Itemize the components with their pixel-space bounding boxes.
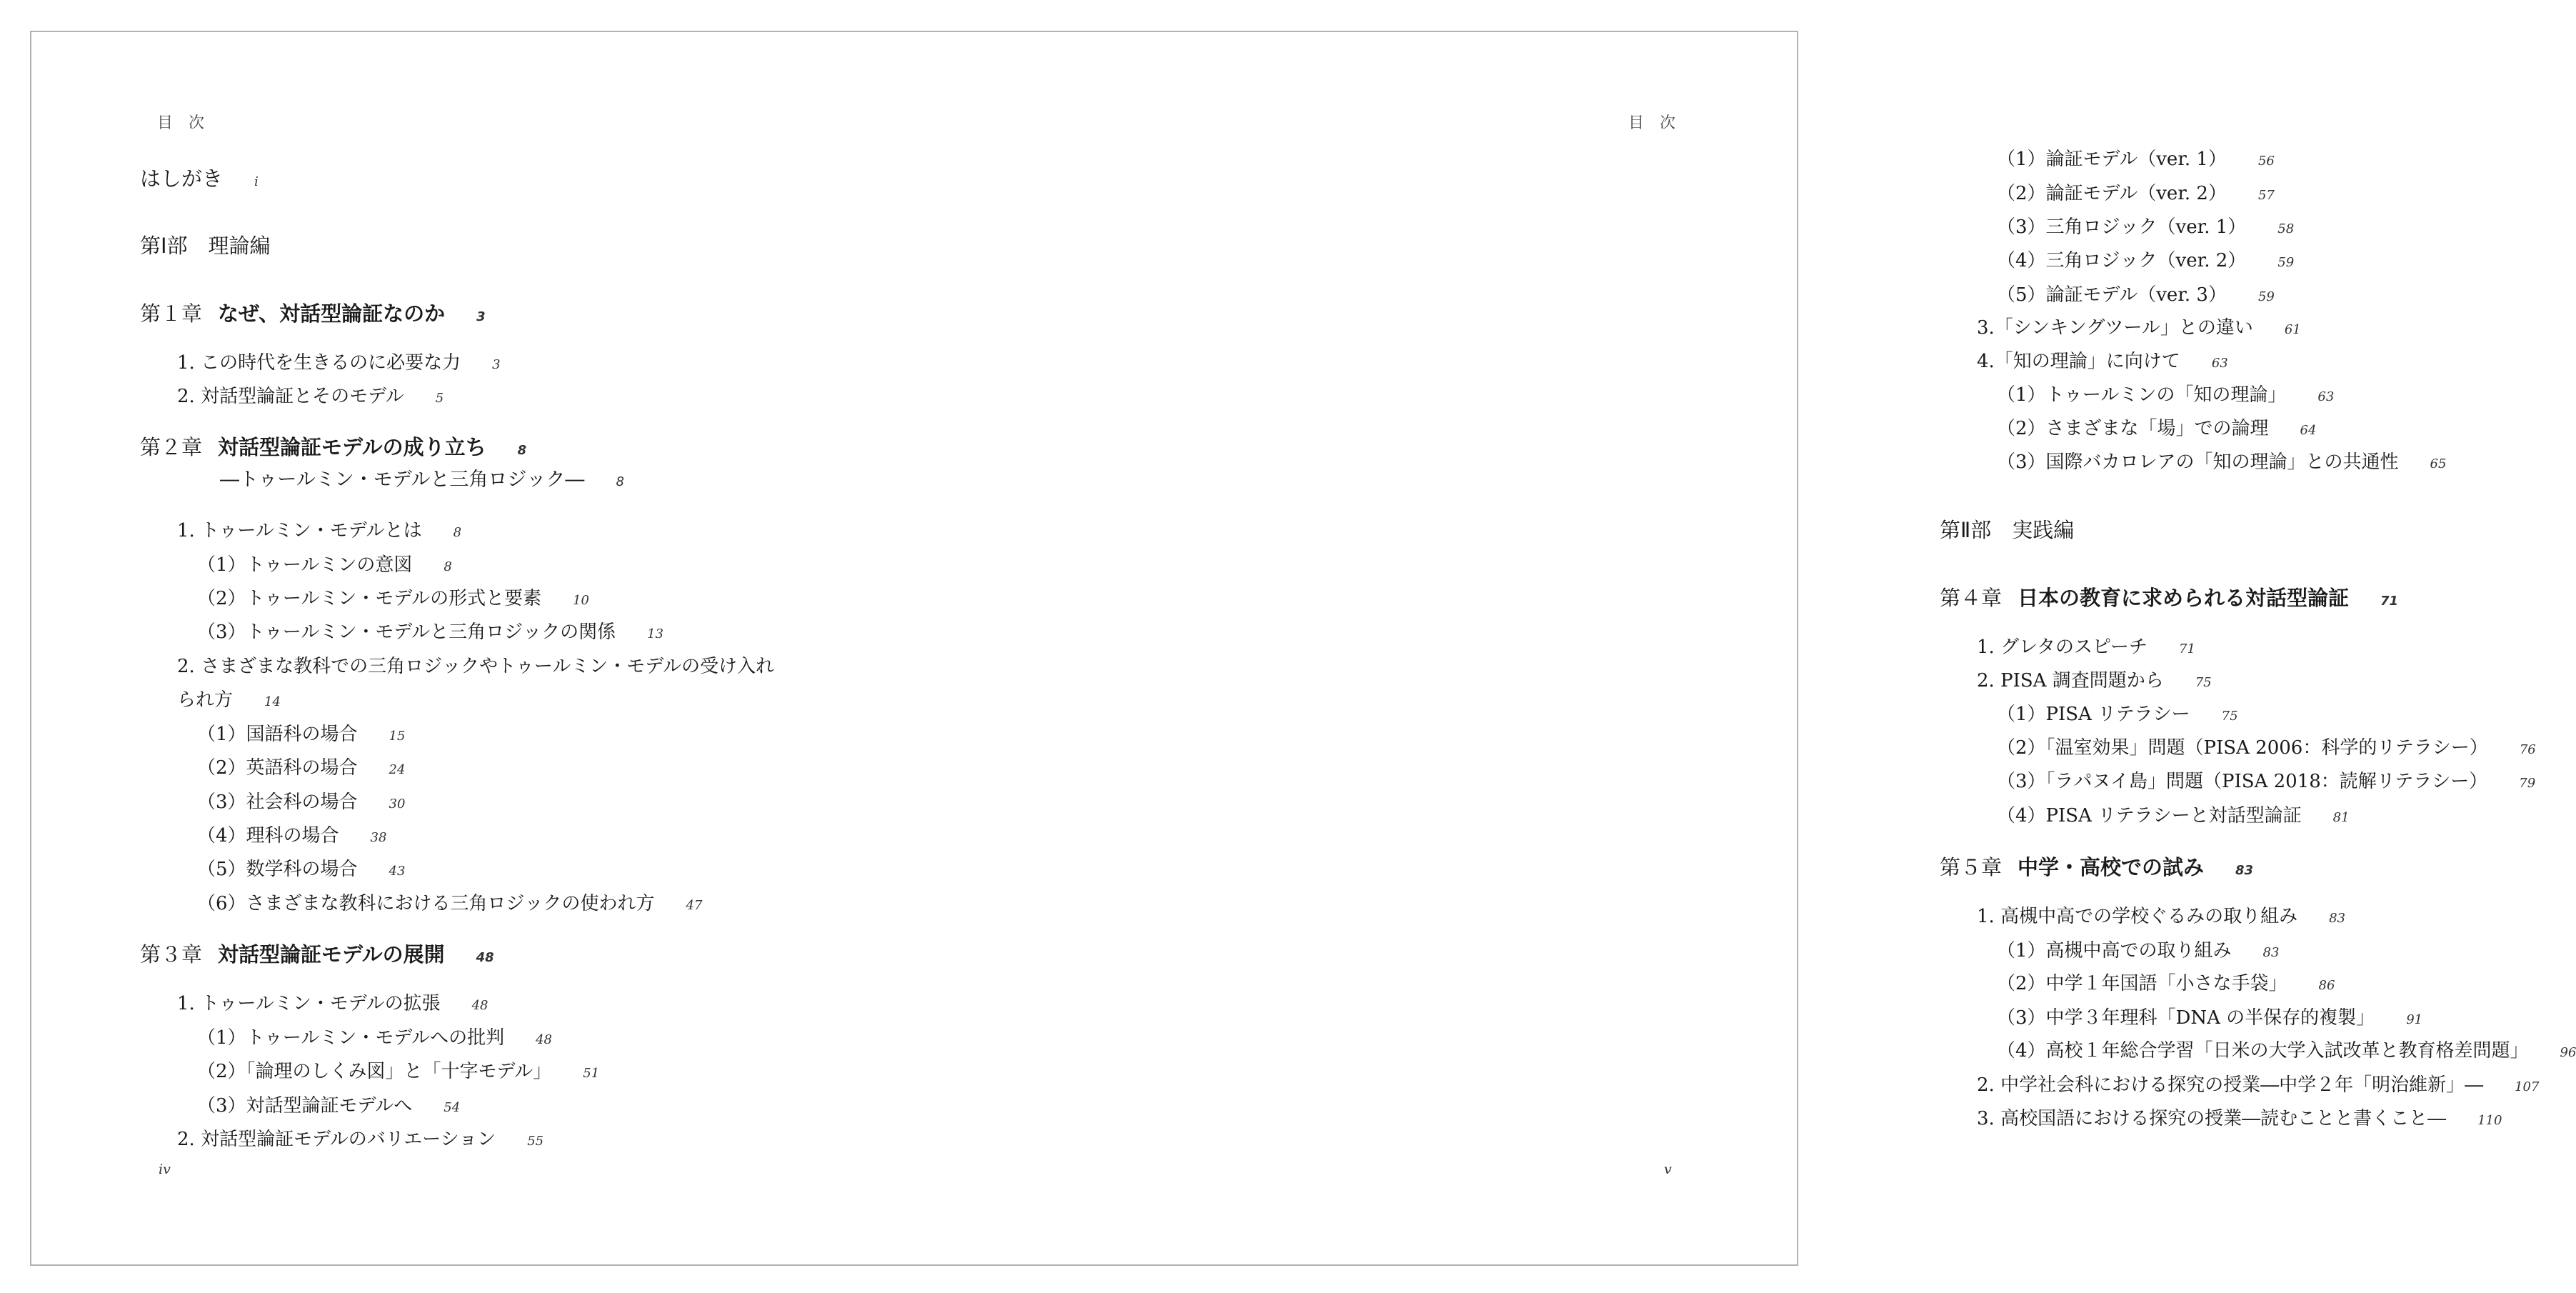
- entry-title: （1）トゥールミン・モデルへの批判: [197, 1027, 505, 1049]
- page-number: 48: [476, 950, 494, 965]
- page-number: 55: [527, 1134, 544, 1149]
- toc-entry: [197, 860, 405, 879]
- folio-right: v: [1664, 1162, 1672, 1177]
- entry-title: （4）理科の場合: [197, 825, 339, 847]
- entry-title: （5）数学科の場合: [197, 859, 358, 880]
- toc-entry: [1977, 319, 2301, 337]
- page-number: 43: [389, 864, 406, 879]
- page-number: 3: [492, 357, 501, 372]
- page-number: 57: [2257, 188, 2275, 203]
- page-number: 63: [2211, 356, 2228, 371]
- chapter-title: 対話型論証モデルの展開: [218, 942, 445, 967]
- chapter-number: 第１章: [140, 301, 203, 326]
- toc-entry: [197, 1062, 599, 1081]
- chapter-title: 対話型論証モデルの成り立ち: [218, 435, 486, 459]
- page-number: 107: [2515, 1079, 2540, 1094]
- entry-title: 1. この時代を生きるのに必要な力: [177, 352, 461, 374]
- page-number: 38: [370, 830, 387, 845]
- entry-title: （3）中学３年理科「DNA の半保存的複製」: [1997, 1007, 2375, 1029]
- page-number: 10: [573, 593, 589, 608]
- entry-title: （2）「温室効果」問題（PISA 2006：科学的リテラシー）: [1997, 737, 2488, 759]
- page-number: 48: [471, 998, 488, 1013]
- toc-entry: [197, 623, 663, 641]
- left-page: [0, 0, 914, 1293]
- page-number: 8: [616, 474, 624, 489]
- toc-entry: [177, 1130, 543, 1149]
- entry-title: 1. 高槻中高での学校ぐるみの取り組み: [1977, 906, 2298, 927]
- entry-title: （1）論証モデル（ver. 1）: [1997, 149, 2227, 170]
- entry-title: （3）社会科の場合: [197, 792, 358, 813]
- toc-entry: [1940, 520, 2074, 541]
- toc-entry: [1940, 857, 2253, 878]
- entry-title: （4）三角ロジック（ver. 2）: [1997, 250, 2247, 271]
- page-number: 79: [2519, 776, 2536, 791]
- toc-entry: [1997, 974, 2335, 993]
- chapter-title: なぜ、対話型論証なのか: [218, 301, 446, 326]
- entry-title: （2）トゥールミン・モデルの形式と要素: [197, 588, 542, 609]
- chapter-number: 第２章: [140, 435, 203, 459]
- entry-title: 3.「シンキングツール」との違い: [1977, 317, 2253, 339]
- chapter-number: 第５章: [1940, 855, 2003, 879]
- page-number: 48: [536, 1032, 552, 1047]
- toc-entry: [197, 1029, 552, 1047]
- toc-entry: [140, 166, 259, 191]
- toc-entry: [140, 236, 271, 256]
- toc-entry: [177, 994, 488, 1013]
- part-title: 第Ⅱ部 実践編: [1940, 518, 2075, 542]
- page-number: 13: [647, 626, 663, 641]
- page-number: 86: [2318, 978, 2335, 993]
- page-number: 83: [2329, 911, 2345, 926]
- page-number: 83: [2235, 863, 2254, 878]
- entry-title: （3）対話型論証モデルへ: [197, 1095, 413, 1117]
- toc-entry: [1977, 1109, 2502, 1128]
- entry-title: 2. 中学社会科における探究の授業―中学２年「明治維新」―: [1977, 1074, 2484, 1096]
- entry-title: はしがき: [140, 166, 224, 191]
- entry-title: 2. さまざまな教科での三角ロジックやトゥールミン・モデルの受け入れ: [177, 656, 775, 677]
- entry-title: （1）高槻中高での取り組み: [1997, 940, 2232, 962]
- toc-entry: [197, 1097, 460, 1115]
- toc-entry: [1997, 184, 2275, 203]
- toc-entry: [1997, 150, 2275, 169]
- toc-entry: [1997, 419, 2316, 438]
- toc-entry: [140, 301, 486, 326]
- toc-entry: [1997, 386, 2334, 404]
- page-number: i: [254, 174, 259, 189]
- entry-title: （6）さまざまな教科における三角ロジックの使われ方: [197, 893, 655, 914]
- page-number: 61: [2284, 322, 2301, 337]
- entry-title: （1）トゥールミンの「知の理論」: [1997, 384, 2287, 406]
- toc-entry: [1997, 453, 2446, 471]
- page-number: 71: [2179, 641, 2195, 657]
- chapter-number: 第４章: [1940, 586, 2003, 610]
- entry-title: 1. トゥールミン・モデルとは: [177, 520, 422, 541]
- toc-entry: [1997, 705, 2238, 724]
- page-number: 71: [2380, 594, 2399, 609]
- page-number: 59: [2277, 255, 2295, 270]
- entry-title: 4.「知の理論」に向けて: [1977, 351, 2180, 372]
- toc-entry: [1997, 1042, 2576, 1060]
- entry-title: ―トゥールミン・モデルと三角ロジック―: [220, 469, 585, 491]
- toc-entry: [177, 521, 461, 540]
- page-number: 75: [2195, 675, 2212, 690]
- entry-title: （4）高校１年総合学習「日米の大学入試改革と教育格差問題」: [1997, 1040, 2529, 1062]
- entry-title: （3）「ラパヌイ島」問題（PISA 2018：読解リテラシー）: [1997, 771, 2488, 792]
- toc-entry: [197, 589, 589, 608]
- page-number: 8: [517, 443, 527, 458]
- page-number: 54: [443, 1100, 461, 1115]
- page-number: 81: [2332, 810, 2350, 825]
- chapter-number: 第３章: [140, 942, 203, 967]
- toc-entry: [177, 657, 774, 676]
- entry-title: （3）三角ロジック（ver. 1）: [1997, 216, 2247, 238]
- toc-entry: [197, 793, 405, 812]
- page-number: 47: [686, 898, 703, 913]
- page-number: 3: [476, 309, 486, 324]
- running-header-left: 目次: [157, 114, 221, 132]
- page-number: 58: [2277, 221, 2295, 236]
- toc-entry: [1997, 1009, 2422, 1027]
- toc-entry: [197, 725, 405, 744]
- entry-title: （1）トゥールミンの意図: [197, 554, 413, 576]
- page-number: 15: [389, 729, 406, 744]
- page-number: 51: [583, 1066, 600, 1081]
- page-number: 8: [453, 525, 462, 540]
- toc-entry: [1977, 672, 2212, 690]
- part-title: 第Ⅰ部 理論編: [140, 234, 271, 258]
- page-number: 110: [2477, 1113, 2502, 1128]
- toc-entry: [177, 387, 443, 406]
- toc-entry: [1997, 251, 2294, 270]
- toc-entry: [197, 894, 702, 913]
- page-number: 76: [2519, 742, 2536, 757]
- entry-title: （1）PISA リテラシー: [1997, 704, 2190, 725]
- toc-entry: [1997, 942, 2279, 960]
- page-number: 14: [264, 694, 281, 709]
- toc-entry: [220, 470, 624, 489]
- chapter-title: 日本の教育に求められる対話型論証: [2018, 586, 2350, 610]
- toc-entry: [177, 354, 501, 372]
- entry-title: 2. PISA 調査問題から: [1977, 670, 2164, 692]
- entry-title: 1. トゥールミン・モデルの拡張: [177, 993, 441, 1014]
- page-number: 96: [2560, 1045, 2576, 1060]
- toc-entry: [140, 944, 494, 965]
- running-header-right: 目次: [1628, 114, 1692, 132]
- toc-entry: [140, 437, 526, 458]
- page-number: 30: [389, 797, 406, 812]
- entry-title: （2）論証モデル（ver. 2）: [1997, 183, 2227, 204]
- toc-entry: [1977, 1076, 2539, 1094]
- entry-title: （2）英語科の場合: [197, 757, 358, 779]
- page-number: 64: [2300, 423, 2317, 438]
- toc-entry: [1997, 807, 2350, 825]
- toc-entry: [197, 556, 452, 574]
- page-number: 63: [2317, 389, 2335, 404]
- toc-entry: [1997, 286, 2275, 304]
- toc-entry: [1977, 638, 2195, 657]
- page-number: 8: [443, 559, 452, 574]
- entry-title: （2）中学１年国語「小さな手袋」: [1997, 973, 2287, 994]
- page-number: 56: [2257, 154, 2275, 169]
- entry-title: （4）PISA リテラシーと対話型論証: [1997, 805, 2302, 827]
- entry-title: 2. 対話型論証とそのモデル: [177, 386, 404, 407]
- toc-entry: [1977, 352, 2228, 371]
- toc-entry: [197, 827, 386, 845]
- entry-title: られ方: [177, 689, 234, 711]
- entry-title: （3）トゥールミン・モデルと三角ロジックの関係: [197, 621, 616, 643]
- toc-entry: [177, 691, 281, 709]
- page-number: 59: [2257, 289, 2275, 304]
- entry-title: 1. グレタのスピーチ: [1977, 636, 2147, 658]
- entry-title: （2）「論理のしくみ図」と「十字モデル」: [197, 1061, 552, 1082]
- page-number: 83: [2262, 945, 2280, 960]
- toc-entry: [1997, 739, 2536, 757]
- entry-title: （1）国語科の場合: [197, 724, 358, 745]
- page-number: 24: [389, 762, 406, 777]
- entry-title: 3. 高校国語における探究の授業―読むことと書くこと―: [1977, 1108, 2447, 1129]
- page-number: 75: [2221, 709, 2238, 724]
- toc-entry: [197, 759, 405, 777]
- toc-entry: [1997, 218, 2294, 236]
- right-page: [914, 0, 2576, 1293]
- chapter-title: 中学・高校での試み: [2018, 855, 2205, 879]
- folio-left: iv: [159, 1162, 171, 1177]
- page-number: 65: [2430, 456, 2447, 471]
- entry-title: 2. 対話型論証モデルのバリエーション: [177, 1129, 496, 1150]
- entry-title: （2）さまざまな「場」での論理: [1997, 418, 2269, 439]
- entry-title: （3）国際バカロレアの「知の理論」との共通性: [1997, 451, 2399, 473]
- toc-entry: [1997, 772, 2535, 791]
- toc-entry: [1940, 588, 2398, 609]
- entry-title: （5）論証モデル（ver. 3）: [1997, 284, 2227, 306]
- toc-entry: [1977, 907, 2345, 926]
- page-number: 91: [2406, 1012, 2423, 1027]
- page-number: 5: [435, 391, 444, 406]
